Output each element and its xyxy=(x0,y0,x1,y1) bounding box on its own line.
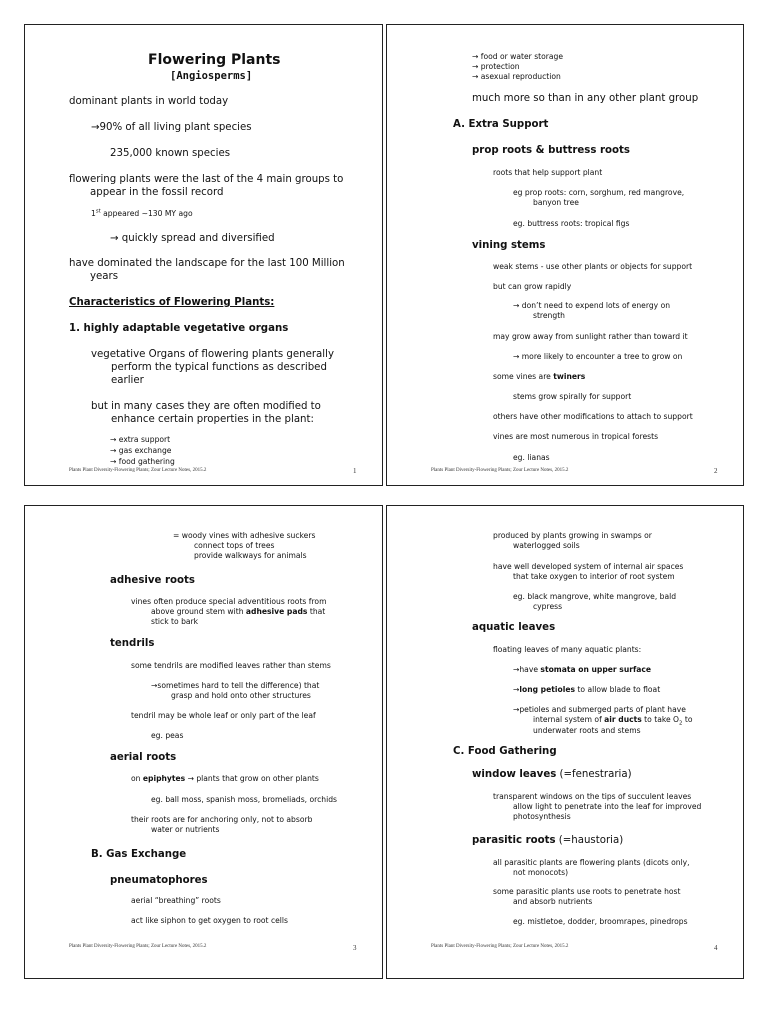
text-line: transparent windows on the tips of succulent leaves xyxy=(493,792,692,801)
text-line: → don’t need to expend lots of energy on xyxy=(513,301,671,310)
list-item: →long petioles to allow blade to float xyxy=(513,685,661,694)
text-line: not monocots) xyxy=(513,868,569,877)
text-line: have well developed system of internal air spaces xyxy=(493,562,684,571)
list-item: →petioles and submerged parts of plant have xyxy=(513,705,686,714)
page-number: 2 xyxy=(714,467,718,475)
text-line: underwater roots and stems xyxy=(533,726,641,735)
text-line: tendril may be whole leaf or only part of the leaf xyxy=(131,711,316,720)
text-line: allow light to penetrate into the leaf for improved xyxy=(513,802,702,811)
page-number: 3 xyxy=(353,944,357,952)
text-line: eg. peas xyxy=(151,731,184,740)
slide-subtitle: [Angiosperms] xyxy=(170,70,253,82)
term-synonym: (=haustoria) xyxy=(555,835,624,846)
text-line: all parasitic plants are flowering plants (dicots only, xyxy=(493,858,690,867)
text-line: vines are most numerous in tropical forests xyxy=(493,432,659,441)
text-line: flowering plants were the last of the 4 main groups to xyxy=(69,174,344,185)
slide-3 xyxy=(24,505,383,979)
text-line: act like siphon to get oxygen to root cells xyxy=(131,916,288,925)
slide-footer: Plants Plant Diversity-Flowering Plants; Zour Lecture Notes, 2015.2 xyxy=(69,468,207,473)
text-line: dominant plants in world today xyxy=(69,96,229,107)
subsection-heading: prop roots & buttress roots xyxy=(472,145,630,156)
section-heading: C. Food Gathering xyxy=(453,746,557,757)
text-line: but can grow rapidly xyxy=(493,282,572,291)
text-line: aerial “breathing” roots xyxy=(131,896,221,905)
text-line: →90% of all living plant species xyxy=(91,122,252,133)
text-line: vines often produce special adventitious roots from xyxy=(131,597,327,606)
slide-footer: Plants Plant Diversity-Flowering Plants; Zour Lecture Notes, 2015.2 xyxy=(69,944,207,949)
page-number: 4 xyxy=(714,944,718,952)
subsection-heading: tendrils xyxy=(110,638,155,649)
term-label: window leaves xyxy=(472,769,557,780)
slide-4 xyxy=(386,505,744,979)
text-line: eg. buttress roots: tropical figs xyxy=(513,219,630,228)
text-line: much more so than in any other plant group xyxy=(472,93,699,104)
text-line: water or nutrients xyxy=(151,825,220,834)
slide-footer: Plants Plant Diversity-Flowering Plants; Zour Lecture Notes, 2015.2 xyxy=(431,468,569,473)
slide-footer: Plants Plant Diversity-Flowering Plants; Zour Lecture Notes, 2015.2 xyxy=(431,944,569,949)
text-line: weak stems - use other plants or objects for support xyxy=(493,262,693,271)
text-line: = woody vines with adhesive suckers xyxy=(173,531,316,540)
text-line: cypress xyxy=(533,602,563,611)
text-line: 1st appeared ~130 MY ago xyxy=(91,208,193,218)
slide-2 xyxy=(386,24,744,486)
text-line: that take oxygen to interior of root system xyxy=(513,572,675,581)
subsection-heading: aquatic leaves xyxy=(472,622,556,633)
text-line: → more likely to encounter a tree to grow on xyxy=(513,352,683,361)
subsection-heading: pneumatophores xyxy=(110,875,208,886)
text-line: eg prop roots: corn, sorghum, red mangrove, xyxy=(513,188,685,197)
subsection-heading: aerial roots xyxy=(110,752,177,763)
text-line: earlier xyxy=(111,375,144,386)
text-line: have dominated the landscape for the last 100 Million xyxy=(69,258,345,269)
list-item: → food or water storage xyxy=(472,52,564,61)
section-heading: A. Extra Support xyxy=(453,119,549,130)
text-line: and absorb nutrients xyxy=(513,897,593,906)
text-line: roots that help support plant xyxy=(493,168,603,177)
text-line: eg. ball moss, spanish moss, bromeliads, orchids xyxy=(151,795,337,804)
text-line: grasp and hold onto other structures xyxy=(171,691,311,700)
list-item: →have stomata on upper surface xyxy=(513,665,652,674)
text-line: stems grow spirally for support xyxy=(513,392,632,401)
text-line: appear in the fossil record xyxy=(90,187,224,198)
list-item: → food gathering xyxy=(110,457,175,466)
section-heading: 1. highly adaptable vegetative organs xyxy=(69,323,289,334)
page-number: 1 xyxy=(353,467,357,475)
text-line: provide walkways for animals xyxy=(194,551,307,560)
text-line: stick to bark xyxy=(151,617,199,626)
section-heading: Characteristics of Flowering Plants: xyxy=(69,297,275,308)
text-line: some vines are twiners xyxy=(493,372,586,381)
text-line: internal system of air ducts to take $O_2$ to xyxy=(533,715,693,727)
text-line: eg. lianas xyxy=(513,453,550,462)
subsection-heading xyxy=(472,835,623,847)
section-heading: B. Gas Exchange xyxy=(91,849,187,860)
text-line: floating leaves of many aquatic plants: xyxy=(493,645,642,654)
subsection-heading: adhesive roots xyxy=(110,575,195,586)
text-line: enhance certain properties in the plant: xyxy=(111,414,314,425)
slide-1 xyxy=(24,24,383,486)
text-line: →sometimes hard to tell the difference) that xyxy=(151,681,320,690)
text-line: strength xyxy=(533,311,565,320)
text-line: but in many cases they are often modified to xyxy=(91,401,321,412)
text-line: perform the typical functions as described xyxy=(111,362,327,373)
text-line: photosynthesis xyxy=(513,812,571,821)
text-line: some parasitic plants use roots to penetrate host xyxy=(493,887,681,896)
text-line: 235,000 known species xyxy=(110,148,231,159)
text-line: above ground stem with adhesive pads that xyxy=(151,607,326,616)
term-label: parasitic roots xyxy=(472,835,556,846)
list-item: → extra support xyxy=(110,435,171,444)
slide-title: Flowering Plants xyxy=(148,52,281,68)
list-item: → protection xyxy=(472,62,520,71)
text-line: may grow away from sunlight rather than toward it xyxy=(493,332,688,341)
text-line: on epiphytes → plants that grow on other plants xyxy=(131,774,319,783)
list-item: → gas exchange xyxy=(110,446,172,455)
text-line: vegetative Organs of flowering plants generally xyxy=(91,349,334,360)
text-line: connect tops of trees xyxy=(194,541,275,550)
text-line: years xyxy=(90,271,119,282)
text-line: produced by plants growing in swamps or xyxy=(493,531,652,540)
text-line: others have other modifications to attach to support xyxy=(493,412,693,421)
text-line: banyon tree xyxy=(533,198,579,207)
text-line: eg. mistletoe, dodder, broomrapes, pinedrops xyxy=(513,917,688,926)
list-item: → asexual reproduction xyxy=(472,72,561,81)
text-line: some tendrils are modified leaves rather than stems xyxy=(131,661,331,670)
text-line: eg. black mangrove, white mangrove, bald xyxy=(513,592,677,601)
text-line: waterlogged soils xyxy=(513,541,580,550)
text-line: their roots are for anchoring only, not to absorb xyxy=(131,815,313,824)
text-line: → quickly spread and diversified xyxy=(110,233,275,244)
subsection-heading: vining stems xyxy=(472,240,546,251)
term-synonym: (=fenestraria) xyxy=(556,769,632,780)
subsection-heading xyxy=(472,769,632,781)
